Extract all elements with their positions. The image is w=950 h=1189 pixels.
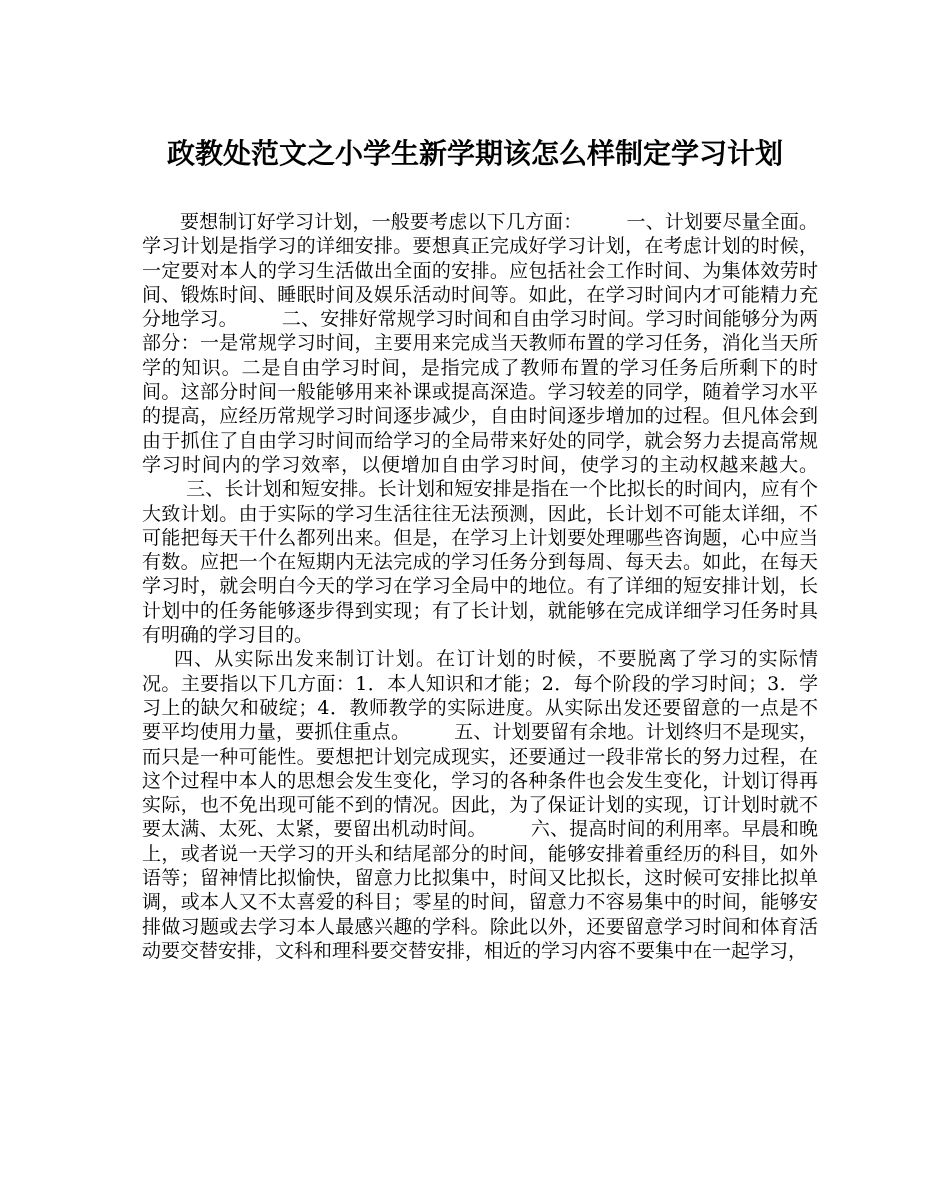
document-body	[142, 210, 818, 963]
paragraph-2-point-5: 五、计划要留有余地。计划终归不是现实，而只是一种可能性。要想把计划完成现实，还要通过一段非常长的努力过程，在这个过程中本人的思想会发生变化，学习的各种条件也会发生变化，计划订得再实际，也不免出现可能不到的情况。因此，为了保证计划的实现，订计划时就不要太满、太死、太紧，要留出机动时间。	[142, 721, 818, 841]
document-title: 政教处范文之小学生新学期该怎么样制定学习计划	[166, 137, 783, 170]
paragraph-2-point-4: 四、从实际出发来制订计划。在订计划的时候，不要脱离了学习的实际情况。主要指以下几方面：1．本人知识和才能；2．每个阶段的学习时间；3．学习上的缺欠和破绽；4．教师教学的实际进度。从实际出发还要留意的一点是不要平均使用力量，要抓住重点。	[142, 648, 818, 744]
paragraph-1	[142, 210, 818, 647]
paragraph-1-point-2: 二、安排好常规学习时间和自由学习时间。学习时间能够分为两部分：一是常规学习时间，主要用来完成当天教师布置的学习任务，消化当天所学的知识。二是自由学习时间，是指完成了教师布置的学习任务后所剩下的时间。这部分时间一般能够用来补课或提高深造。学习较差的同学，随着学习水平的提高，应经历常规学习时间逐步减少，自由时间逐步增加的过程。但凡体会到由于抓住了自由学习时间而给学习的全局带来好处的同学，就会努力去提高常规学习时间内的学习效率，以便增加自由学习时间，使学习的主动权越来越大。	[142, 308, 818, 476]
paragraph-1-intro: 要想制订好学习计划，一般要考虑以下几方面：	[180, 211, 583, 233]
paragraph-1-point-3: 三、长计划和短安排。长计划和短安排是指在一个比拟长的时间内，应有个大致计划。由于实际的学习生活往往无法预测，因此，长计划不可能太详细，不可能把每天干什么都列出来。但是，在学习上计划要处理哪些咨询题，心中应当有数。应把一个在短期内无法完成的学习任务分到每周、每天去。如此，在每天学习时，就会明白今天的学习在学习全局中的地位。有了详细的短安排计划，长计划中的任务能够逐步得到实现；有了长计划，就能够在完成详细学习任务时具有明确的学习目的。	[142, 478, 818, 647]
paragraph-2-point-6: 六、提高时间的利用率。早晨和晚上，或者说一天学习的开头和结尾部分的时间，能够安排着重经历的科目，如外语等；留神情比拟愉快，留意力比拟集中，时间又比拟长，这时候可安排比拟单调，或本人又不太喜爱的科目；零星的时间，留意力不容易集中的时间，能够安排做习题或去学习本人最感兴趣的学科。除此以外，还要留意学习时间和体育活动要交替安排，文科和理科要交替安排，相近的学习内容不要集中在一起学习，	[142, 818, 818, 962]
paragraph-1-point-1: 一、计划要尽量全面。学习计划是指学习的详细安排。要想真正完成好学习计划，在考虑计划的时候，一定要对本人的学习生活做出全面的安排。应包括社会工作时间、为集体效劳时间、锻炼时间、睡眠时间及娱乐活动时间等。如此，在学习时间内才可能精力充分地学习。	[142, 211, 818, 331]
paragraph-2	[142, 647, 818, 963]
